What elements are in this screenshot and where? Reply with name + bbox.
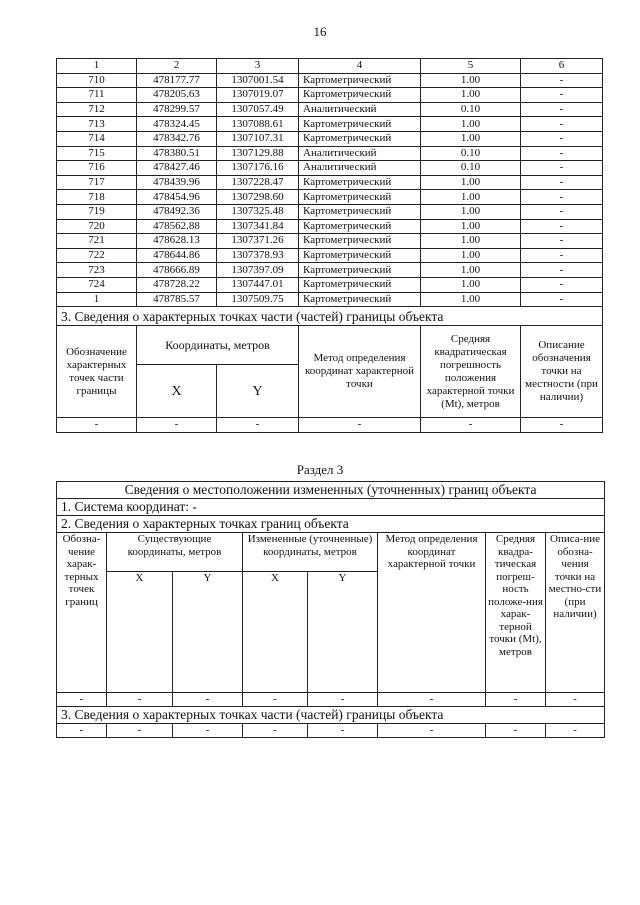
table-cell: 0.10 [421,102,521,117]
table-cell: - [243,693,308,707]
existing-coords-header: Существующие координаты, метров [107,533,243,572]
table-cell: 478644.86 [137,248,217,263]
table-cell: - [521,88,603,103]
table-cell: Аналитический [299,161,421,176]
table-cell: 1.00 [421,117,521,132]
table-cell: - [217,418,299,433]
existing-y-header: Y [173,572,243,693]
table-cell: - [378,693,486,707]
table-row [57,263,603,278]
table-cell: - [546,724,605,738]
table-cell: - [486,724,546,738]
table-row [57,102,603,117]
coord-system-row [57,499,605,516]
table-cell: - [137,418,217,433]
table-cell: Картометрический [299,277,421,292]
table-cell: Картометрический [299,248,421,263]
table-row [57,146,603,161]
table-cell: Аналитический [299,102,421,117]
table-cell: 1307397.09 [217,263,299,278]
table-row [57,277,603,292]
table-cell: 719 [57,204,137,219]
table-cell: - [173,724,243,738]
table-cell: - [521,418,603,433]
table-cell: 1307176.16 [217,161,299,176]
table-row [57,292,603,307]
table-row [57,161,603,176]
table-cell: 478439.96 [137,175,217,190]
part-header-row [57,326,603,365]
table-cell: 478492.36 [137,204,217,219]
table-header-row [57,59,603,74]
table-cell: - [378,724,486,738]
table-cell: 478205.63 [137,88,217,103]
existing-x-header: X [107,572,173,693]
table-cell: 1307325.48 [217,204,299,219]
table-cell: 478324.45 [137,117,217,132]
table-cell: Картометрический [299,131,421,146]
table-cell: - [521,263,603,278]
changed-boundaries-table [56,481,605,738]
table-cell: 718 [57,190,137,205]
table-row [57,248,603,263]
points-heading-row [57,516,605,533]
table-cell: 1307001.54 [217,73,299,88]
table-cell: 1307509.75 [217,292,299,307]
table-cell: Аналитический [299,146,421,161]
table-cell: - [57,693,107,707]
section-title: Раздел 3 [296,462,344,477]
table-cell: 1.00 [421,234,521,249]
table-cell: - [521,117,603,132]
designation-header: Обозна-чение харак-терных точек границ [57,533,107,693]
table-cell: Картометрический [299,219,421,234]
table-cell: 478177.77 [137,73,217,88]
table-cell: 0.10 [421,161,521,176]
part-heading-row [57,307,603,326]
table-cell: Картометрический [299,190,421,205]
part-heading: 3. Сведения о характерных точках части (частей) границы объекта [57,707,605,724]
page-number: 16 [313,24,327,39]
table-cell: - [421,418,521,433]
table-cell: - [107,724,173,738]
table-cell: 714 [57,131,137,146]
table-cell: 1307057.49 [217,102,299,117]
table-cell: 1 [57,292,137,307]
header-cell: 4 [299,59,421,74]
description-header: Описание обозначения точки на местности (при наличии) [521,326,603,418]
header-cell: 2 [137,59,217,74]
table-cell: 478342.76 [137,131,217,146]
table-cell: 478728.22 [137,277,217,292]
table-cell: 1307371.26 [217,234,299,249]
header-cell: 1 [57,59,137,74]
table-cell: 716 [57,161,137,176]
table-cell: 478628.13 [137,234,217,249]
table-cell: 1.00 [421,190,521,205]
table-cell: 1.00 [421,263,521,278]
changed-y-header: Y [308,572,378,693]
table-cell: 1307129.88 [217,146,299,161]
table-row [57,117,603,132]
table-cell: 723 [57,263,137,278]
table-cell: Картометрический [299,117,421,132]
table-cell: 713 [57,117,137,132]
table-cell: 720 [57,219,137,234]
table-row [57,190,603,205]
coord-system: 1. Система координат: - [57,499,605,516]
table-cell: Картометрический [299,263,421,278]
table-cell: - [521,146,603,161]
accuracy-header: Средняя квадратическая погрешность положения характерной точки (Mt), метров [421,326,521,418]
table-cell: 1307107.31 [217,131,299,146]
table-cell: 478785.57 [137,292,217,307]
table-cell: - [521,219,603,234]
table-cell: - [521,190,603,205]
table-cell: 1.00 [421,219,521,234]
table-cell: - [521,102,603,117]
table-cell: 1307019.07 [217,88,299,103]
table-cell: 721 [57,234,137,249]
table-cell: Картометрический [299,73,421,88]
method-header: Метод определения координат характерной точки [378,533,486,693]
table-cell: 478454.96 [137,190,217,205]
table-cell: Картометрический [299,204,421,219]
table-cell: - [57,418,137,433]
header-cell: 5 [421,59,521,74]
table-cell: 722 [57,248,137,263]
table-cell: 1307228.47 [217,175,299,190]
table-cell: 1.00 [421,88,521,103]
table-row [57,131,603,146]
table-cell: - [521,277,603,292]
table-cell: Картометрический [299,88,421,103]
boundary-points-table [56,58,603,433]
table-cell: - [243,724,308,738]
table-row [57,234,603,249]
table-cell: 1.00 [421,248,521,263]
points-heading: 2. Сведения о характерных точках границ объекта [57,516,605,533]
table-cell: 711 [57,88,137,103]
table-row [57,219,603,234]
table-cell: - [299,418,421,433]
table-cell: - [521,292,603,307]
table-cell: 712 [57,102,137,117]
table-cell: 0.10 [421,146,521,161]
table-cell: 478427.46 [137,161,217,176]
table-cell: 1.00 [421,175,521,190]
table-cell: - [521,161,603,176]
table-cell: 1307341.84 [217,219,299,234]
designation-header: Обозначение характерных точек части границы [57,326,137,418]
table-cell: - [521,73,603,88]
accuracy-header: Средняя квадра-тическая погреш-ность положе-ния харак-терной точки (Mt), метров [486,533,546,693]
table-cell: 717 [57,175,137,190]
table-row [57,88,603,103]
table-row [57,73,603,88]
table-cell: 1.00 [421,73,521,88]
table-cell: 1.00 [421,131,521,146]
table-cell: 478299.57 [137,102,217,117]
description-header: Описа-ние обозна-чения точки на местно-сти (при наличии) [546,533,605,693]
table-cell: 724 [57,277,137,292]
table-cell: - [486,693,546,707]
part-heading: 3. Сведения о характерных точках части (частей) границы объекта [57,307,603,326]
table-cell: - [57,724,107,738]
heading-row [57,482,605,499]
table-cell: 715 [57,146,137,161]
part-heading-row [57,707,605,724]
coords-header: Координаты, метров [137,326,299,365]
header-row [57,533,605,572]
section-heading: Сведения о местоположении измененных (уточненных) границ объекта [57,482,605,499]
table-cell: - [521,131,603,146]
changed-coords-header: Измененные (уточненные) координаты, метров [243,533,378,572]
table-cell: 1.00 [421,204,521,219]
table-cell: - [521,204,603,219]
table-cell: 1307298.60 [217,190,299,205]
table-cell: 1307088.61 [217,117,299,132]
points-data-row [57,693,605,707]
y-header: Y [217,365,299,418]
header-cell: 6 [521,59,603,74]
table-cell: - [521,248,603,263]
table-cell: - [308,693,378,707]
table-cell: 478562.88 [137,219,217,234]
table-cell: 478666.89 [137,263,217,278]
method-header: Метод определения координат характерной точки [299,326,421,418]
table-cell: 1.00 [421,277,521,292]
table-cell: 1.00 [421,292,521,307]
table-row [57,175,603,190]
table-cell: 710 [57,73,137,88]
table-cell: - [546,693,605,707]
table-row [57,204,603,219]
changed-x-header: X [243,572,308,693]
table-cell: - [521,175,603,190]
table-cell: Картометрический [299,292,421,307]
table-cell: - [308,724,378,738]
part-data-row [57,724,605,738]
table-cell: - [107,693,173,707]
table-cell: Картометрический [299,175,421,190]
header-cell: 3 [217,59,299,74]
table-cell: 1307447.01 [217,277,299,292]
part-data-row [57,418,603,433]
table-cell: - [521,234,603,249]
table-cell: - [173,693,243,707]
x-header: X [137,365,217,418]
table-cell: Картометрический [299,234,421,249]
table-cell: 478380.51 [137,146,217,161]
table-cell: 1307378.93 [217,248,299,263]
